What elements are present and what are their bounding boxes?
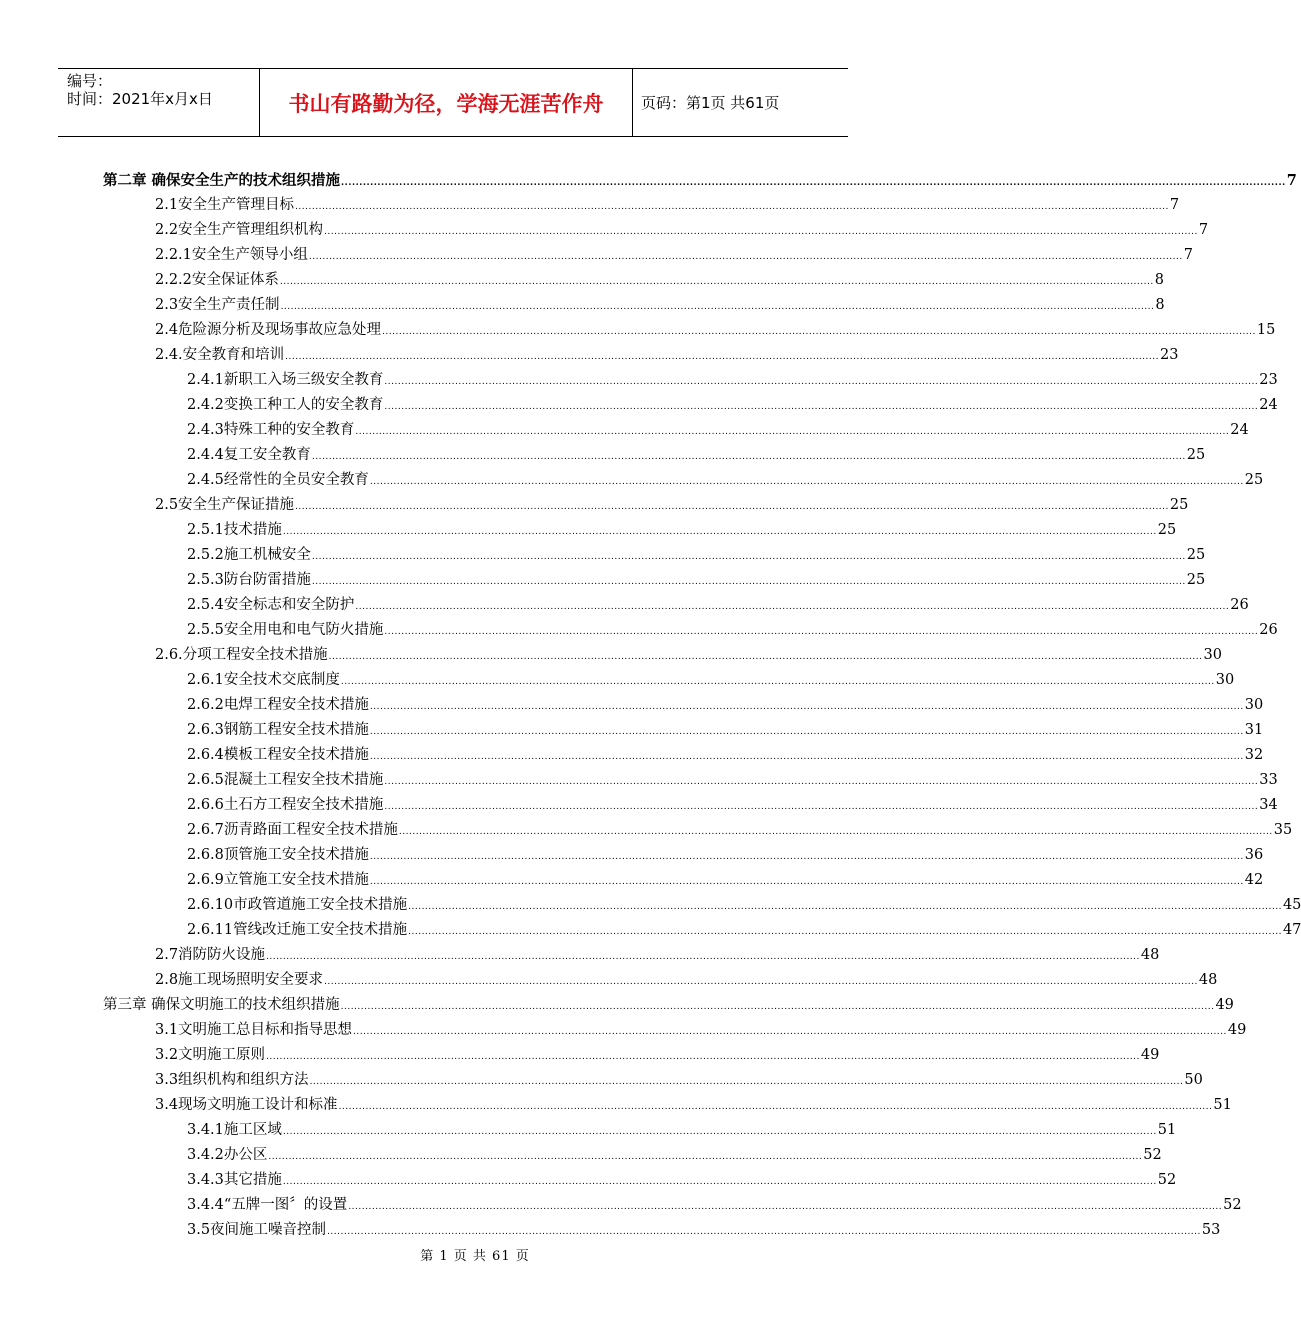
toc-entry[interactable] [155,493,1189,518]
toc-entry-title: 3.4现场文明施工设计和标准 [155,1097,338,1113]
toc-entry[interactable] [187,518,1177,543]
toc-entry-title: 2.1安全生产管理目标 [155,197,295,213]
toc-leader-dots: .................................................................................................................................................................................................................................................................... [328,652,1203,662]
toc-leader-dots: .................................................................................................................................................................................................................................................................... [384,402,1259,412]
toc-entry-title: 2.7消防防火设施 [155,947,266,963]
toc-leader-dots: .................................................................................................................................................................................................................................................................... [408,902,1282,912]
toc-entry-title: 2.6.9立管施工安全技术措施 [187,872,369,888]
toc-entry[interactable] [187,768,1278,793]
toc-entry[interactable] [187,693,1264,718]
toc-entry[interactable] [155,293,1165,318]
toc-entry-title: 2.4.4复工安全教育 [187,447,311,463]
toc-entry-page: 7 [1169,197,1180,213]
toc-entry-page: 25 [1244,472,1264,488]
toc-leader-dots: .................................................................................................................................................................................................................................................................... [324,977,1198,987]
toc-leader-dots: .................................................................................................................................................................................................................................................................... [369,752,1244,762]
toc-entry-title: 2.4.安全教育和培训 [155,347,285,363]
toc-entry-title: 2.6.2电焊工程安全技术措施 [187,697,369,713]
toc-entry-title: 3.4.4“五牌一图〞的设置 [187,1197,348,1213]
toc-leader-dots: .................................................................................................................................................................................................................................................................... [384,377,1259,387]
toc-entry-page: 23 [1259,372,1278,388]
toc-entry[interactable] [187,918,1301,943]
toc-leader-dots: .................................................................................................................................................................................................................................................................... [369,877,1244,887]
toc-leader-dots: .................................................................................................................................................................................................................................................................... [282,527,1157,537]
toc-leader-dots: .................................................................................................................................................................................................................................................................... [311,577,1186,587]
toc-entry-title: 3.4.2办公区 [187,1147,268,1163]
toc-entry-page: 25 [1169,497,1189,513]
toc-entry-title: 2.3安全生产责任制 [155,297,280,313]
toc-leader-dots: .................................................................................................................................................................................................................................................................... [327,1227,1201,1237]
toc-entry-title: 3.2文明施工原则 [155,1047,266,1063]
toc-entry-page: 45 [1282,897,1301,913]
toc-entry-page: 25 [1157,522,1177,538]
toc-entry-page: 48 [1198,972,1218,988]
toc-entry-title: 2.5.2施工机械安全 [187,547,311,563]
toc-leader-dots: .................................................................................................................................................................................................................................................................... [408,927,1282,937]
toc-leader-dots: .................................................................................................................................................................................................................................................................... [266,1052,1140,1062]
toc-entry[interactable] [187,443,1206,468]
toc-entry[interactable] [187,668,1235,693]
toc-leader-dots: .................................................................................................................................................................................................................................................................... [369,477,1244,487]
toc-entry-page: 51 [1213,1097,1232,1113]
toc-leader-dots: .................................................................................................................................................................................................................................................................... [341,178,1286,188]
toc-entry-page: 25 [1186,572,1206,588]
toc-entry[interactable] [155,268,1164,293]
toc-entry-page: 30 [1244,697,1264,713]
toc-entry[interactable] [187,793,1278,818]
toc-entry-page: 51 [1157,1122,1177,1138]
toc-entry-page: 52 [1157,1172,1177,1188]
toc-entry[interactable] [187,468,1264,493]
toc-entry-page: 8 [1155,297,1165,313]
toc-entry[interactable] [187,718,1264,743]
toc-entry-title: 2.5.3防台防雷措施 [187,572,311,588]
time-label: 时间：2021年x月x日 [67,90,213,108]
toc-leader-dots: .................................................................................................................................................................................................................................................................... [348,1202,1223,1212]
toc-entry-page: 30 [1203,647,1222,663]
toc-entry-title: 第二章 确保安全生产的技术组织措施 [103,172,341,189]
toc-entry[interactable] [155,243,1193,268]
toc-entry-title: 2.5.5安全用电和电气防火措施 [187,622,384,638]
toc-entry-page: 24 [1259,397,1278,413]
toc-leader-dots: .................................................................................................................................................................................................................................................................... [382,327,1256,337]
toc-entry[interactable] [103,993,1234,1018]
toc-entry-page: 52 [1143,1147,1162,1163]
toc-entry-title: 3.4.1施工区域 [187,1122,282,1138]
toc-entry-title: 3.4.3其它措施 [187,1172,282,1188]
toc-entry-page: 42 [1244,872,1264,888]
toc-entry-title: 2.6.11管线改迁施工安全技术措施 [187,922,408,938]
toc-entry-page: 52 [1223,1197,1242,1213]
toc-entry-page: 8 [1154,272,1164,288]
header-page-cell [633,69,848,136]
toc-entry[interactable] [155,318,1276,343]
toc-entry-title: 2.4.2变换工种工人的安全教育 [187,397,384,413]
toc-leader-dots: .................................................................................................................................................................................................................................................................... [353,1027,1227,1037]
toc-entry[interactable] [155,1068,1203,1093]
toc-leader-dots: .................................................................................................................................................................................................................................................................... [398,827,1273,837]
toc-entry-page: 48 [1140,947,1160,963]
toc-entry-title: 2.6.7沥青路面工程安全技术措施 [187,822,398,838]
toc-entry[interactable] [187,418,1249,443]
toc-entry-title: 2.6.4模板工程安全技术措施 [187,747,369,763]
toc-entry[interactable] [187,393,1278,418]
toc-entry-title: 2.8施工现场照明安全要求 [155,972,324,988]
toc-leader-dots: .................................................................................................................................................................................................................................................................... [324,227,1198,237]
toc-entry[interactable] [187,868,1264,893]
toc-leader-dots: .................................................................................................................................................................................................................................................................... [384,802,1259,812]
toc-entry-page: 49 [1215,997,1234,1013]
toc-entry-title: 2.6.8顶管施工安全技术措施 [187,847,369,863]
toc-entry[interactable] [187,1143,1162,1168]
toc-entry-page: 35 [1273,822,1293,838]
page-header [58,68,848,137]
header-slogan-cell [260,69,633,136]
toc-entry-page: 47 [1282,922,1301,938]
toc-leader-dots: .................................................................................................................................................................................................................................................................... [308,252,1183,262]
toc-leader-dots: .................................................................................................................................................................................................................................................................... [384,777,1259,787]
toc-entry[interactable] [155,1018,1247,1043]
toc-entry[interactable] [155,643,1222,668]
toc-entry[interactable] [187,1218,1221,1243]
toc-entry-page: 7 [1183,247,1193,263]
toc-entry[interactable] [155,1093,1232,1118]
toc-entry-title: 2.2.2安全保证体系 [155,272,279,288]
toc-entry[interactable] [187,1193,1242,1218]
toc-entry[interactable] [187,893,1301,918]
toc-entry[interactable] [155,218,1209,243]
toc-entry-title: 3.3组织机构和组织方法 [155,1072,309,1088]
toc-entry-title: 3.1文明施工总目标和指导思想 [155,1022,353,1038]
toc-entry[interactable] [187,368,1278,393]
toc-entry-title: 2.5安全生产保证措施 [155,497,295,513]
toc-leader-dots: .................................................................................................................................................................................................................................................................... [340,677,1215,687]
toc-entry[interactable] [187,593,1249,618]
toc-entry-page: 26 [1259,622,1278,638]
toc-entry-title: 2.6.10市政管道施工安全技术措施 [187,897,408,913]
toc-entry-page: 49 [1227,1022,1247,1038]
toc-entry[interactable] [155,943,1160,968]
toc-leader-dots: .................................................................................................................................................................................................................................................................... [285,352,1159,362]
toc-entry[interactable] [155,193,1180,218]
toc-entry[interactable] [187,818,1293,843]
toc-entry-title: 2.6.5混凝土工程安全技术措施 [187,772,384,788]
toc-entry-page: 32 [1244,747,1264,763]
toc-entry-page: 7 [1286,172,1297,189]
toc-entry-page: 15 [1256,322,1276,338]
toc-entry-page: 50 [1184,1072,1203,1088]
toc-leader-dots: .................................................................................................................................................................................................................................................................... [282,1127,1157,1137]
toc-leader-dots: .................................................................................................................................................................................................................................................................... [309,1077,1184,1087]
toc-entry-page: 25 [1186,547,1206,563]
toc-entry[interactable] [155,343,1179,368]
toc-leader-dots: .................................................................................................................................................................................................................................................................... [340,1002,1215,1012]
toc-leader-dots: .................................................................................................................................................................................................................................................................... [295,502,1169,512]
toc-entry-page: 34 [1259,797,1278,813]
header-page-info: 页码：第1页 共61页 [641,94,780,112]
toc-entry[interactable] [187,1168,1177,1193]
toc-leader-dots: .................................................................................................................................................................................................................................................................... [311,452,1186,462]
header-meta [58,69,260,136]
toc-leader-dots: .................................................................................................................................................................................................................................................................... [369,727,1244,737]
toc-entry-page: 31 [1244,722,1264,738]
toc-leader-dots: .................................................................................................................................................................................................................................................................... [355,602,1230,612]
toc-leader-dots: .................................................................................................................................................................................................................................................................... [280,302,1155,312]
toc-entry-page: 7 [1198,222,1209,238]
toc-entry-title: 2.6.3钢筋工程安全技术措施 [187,722,369,738]
page-footer: 第 1 页 共 61 页 [420,1249,530,1264]
toc-leader-dots: .................................................................................................................................................................................................................................................................... [282,1177,1157,1187]
toc-entry-title: 2.5.4安全标志和安全防护 [187,597,355,613]
toc-entry-page: 24 [1230,422,1249,438]
toc-entry-title: 2.2安全生产管理组织机构 [155,222,324,238]
toc-entry-page: 26 [1230,597,1249,613]
toc-entry-title: 2.5.1技术措施 [187,522,282,538]
toc-entry-title: 2.4.3特殊工种的安全教育 [187,422,355,438]
toc-leader-dots: .................................................................................................................................................................................................................................................................... [279,277,1154,287]
toc-leader-dots: .................................................................................................................................................................................................................................................................... [311,552,1186,562]
toc-entry-page: 30 [1215,672,1235,688]
toc-entry[interactable] [187,618,1278,643]
toc-entry-title: 2.4.5经常性的全员安全教育 [187,472,369,488]
header-slogan: 书山有路勤为径，学海无涯苦作舟 [288,91,604,116]
toc-leader-dots: .................................................................................................................................................................................................................................................................... [268,1152,1143,1162]
toc-entry-title: 2.2.1安全生产领导小组 [155,247,308,263]
toc-entry[interactable] [155,968,1218,993]
toc-leader-dots: .................................................................................................................................................................................................................................................................... [295,202,1169,212]
toc-entry[interactable] [103,168,1297,193]
toc-entry-page: 49 [1140,1047,1160,1063]
toc-entry-title: 2.6.分项工程安全技术措施 [155,647,328,663]
toc-entry[interactable] [187,1118,1177,1143]
toc-entry-page: 36 [1244,847,1264,863]
toc-entry-title: 2.6.6土石方工程安全技术措施 [187,797,384,813]
number-label: 编号： [67,72,113,90]
toc-entry-title: 2.4危险源分析及现场事故应急处理 [155,322,382,338]
toc-leader-dots: .................................................................................................................................................................................................................................................................... [266,952,1140,962]
toc-entry-page: 53 [1201,1222,1221,1238]
toc-entry-title: 2.4.1新职工入场三级安全教育 [187,372,384,388]
toc-leader-dots: .................................................................................................................................................................................................................................................................... [355,427,1230,437]
toc-entry[interactable] [187,843,1264,868]
toc-entry[interactable] [187,568,1206,593]
toc-leader-dots: .................................................................................................................................................................................................................................................................... [384,627,1259,637]
toc-entry-page: 33 [1259,772,1278,788]
toc-entry-title: 3.5夜间施工噪音控制 [187,1222,327,1238]
toc-entry-title: 2.6.1安全技术交底制度 [187,672,340,688]
toc-entry-page: 25 [1186,447,1206,463]
toc-leader-dots: .................................................................................................................................................................................................................................................................... [369,702,1244,712]
toc-entry-title: 第三章 确保文明施工的技术组织措施 [103,997,340,1013]
toc-entry-page: 23 [1160,347,1179,363]
toc-leader-dots: .................................................................................................................................................................................................................................................................... [369,852,1244,862]
toc-entry[interactable] [187,743,1264,768]
toc-entry[interactable] [187,543,1206,568]
toc-entry[interactable] [155,1043,1160,1068]
toc-leader-dots: .................................................................................................................................................................................................................................................................... [338,1102,1213,1112]
